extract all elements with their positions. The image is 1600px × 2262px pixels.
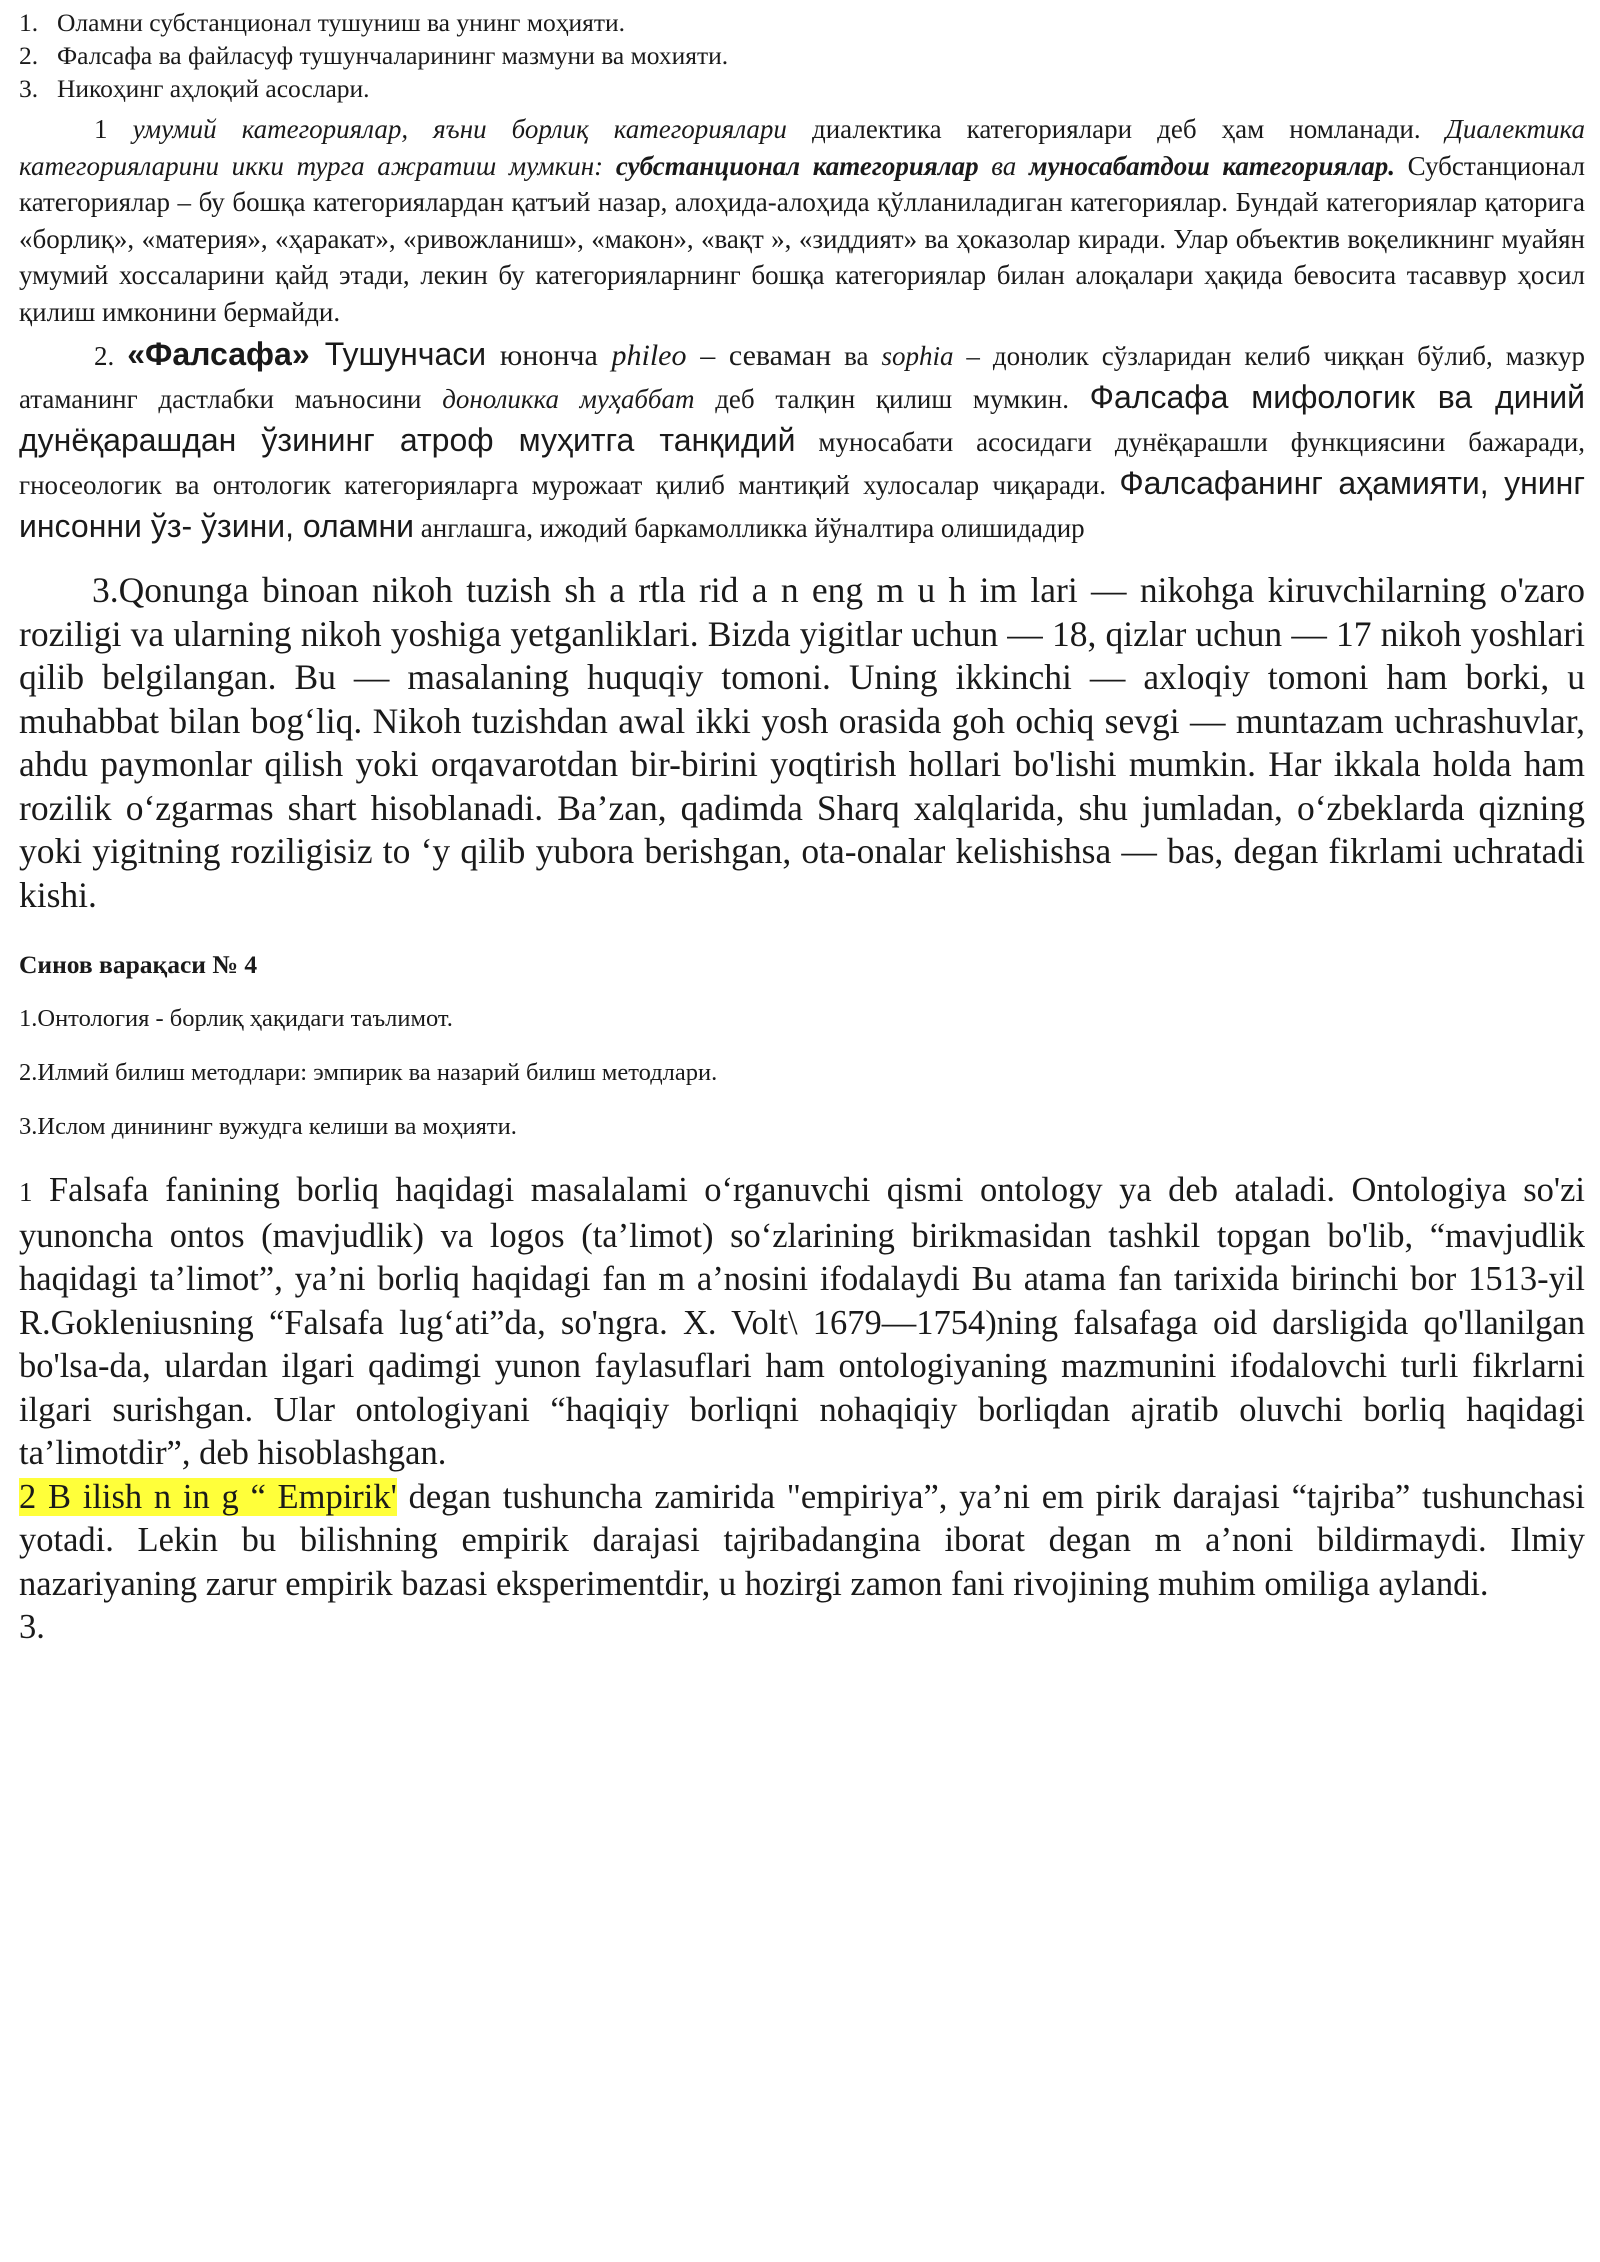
answer-paragraph-4: 1 Falsafa fanining borliq haqidagi masalalami o‘rganuvchi qismi ontology ya deb ataladi. Ontologiya so'zi yunoncha ontos (mavjudlik) va logos (ta’limot) so‘zlarining birikmasidan tashkil topgan bo'lib, “mavjudlik haqidagi ta’limot”, ya’ni borliq haqidagi fan m a’nosini ifodalaydi Bu atama fan tarixida birinchi bor 1513-yil R.Gokleniusning “Falsafa lug‘ati”da, so'ngra. X. Volt\ 1679—1754)ning falsafaga oid darsligida qo'llanilgan bo'lsa-da, ulardan ilgari qadimgi yunon faylasuflari ham ontologiyaning mazmunini ifodalovchi turli fikrlarni ilgari surishgan. Ular ontologiyani “haqiqiy borliqni nohaqiqiy borliqdan ajratib oluvchi borliq haqidagi ta’limotdir”, deb hisoblashgan. 2 B ilish n in g “ Empirik' degan tushuncha zamirida "empiriya”, ya’ni em pirik darajasi “tajriba” tushunchasi yotadi. Lekin bu bilishning empirik darajasi tajribadangina iborat degan m a’noni bildirmaydi. Ilmiy nazariyaning zarur empirik bazasi eksperimentdir, u hozirgi zamon fani rivojining muhim omiliga aylandi. <box>19 1171 1585 1603</box>
question-item: 1. Оламни субстанционал тушуниш ва унинг моҳияти. <box>19 8 626 37</box>
section-item: 1.Онтология - борлиқ ҳақидаги таълимот. <box>19 1005 453 1032</box>
highlighted-text: 2 B ilish n in g “ Empirik' <box>19 1477 397 1516</box>
section-item: 3.Ислом динининг вужудга келиши ва моҳияти. <box>19 1113 517 1140</box>
question-item: 3. Никоҳинг аҳлоқий асослари. <box>19 74 370 103</box>
trailing-number: 3. <box>19 1608 45 1646</box>
answer-paragraph-1: 1 умумий категориялар, яъни борлиқ категориялари диалектика категориялари деб ҳам номланади. Диалектика категорияларини икки турга ажратиш мумкин: субстанционал категориялар ва муносабатдош категориялар. Субстанционал категориялар – бу бошқа категориялардан қатъий назар, алоҳида-алоҳида қўлланиладиган категориялар. Бундай категориялар қаторига «борлиқ», «материя», «ҳаракат», «ривожланиш», «макон», «вақт », «зиддият» ва ҳоказолар киради. Улар объектив воқеликнинг муайян умумий хоссаларини қайд этади, лекин бу категорияларнинг бошқа категориялар билан алоқалари ҳақида бевосита тасаввур ҳосил қилиш имконини бермайди. <box>19 114 1586 327</box>
question-item: 2. Фалсафа ва файласуф тушунчаларининг мазмуни ва мохияти. <box>19 41 729 70</box>
answer-paragraph-3: 3.Qonunga binoan nikoh tuzish sh a rtla rid a n eng m u h im lari — nikohga kiruvchilarning o'zaro roziligi va ularning nikoh yoshiga yetganliklari. Bizda yigitlar uchun — 18, qizlar uchun — 17 nikoh yoshlari qilib belgilangan. Bu — masalaning huquqiy tomoni. Uning ikkinchi — axloqiy tomoni ham borki, u muhabbat bilan bog‘liq. Nikoh tuzishdan awal ikki yosh orasida goh ochiq sevgi — muntazam uchrashuvlar, ahdu paymonlar qilish yoki orqavarotdan bir-birini yoqtirish hollari bo'lishi mumkin. Har ikkala holda ham rozilik o‘zgarmas shart hisoblanadi. Ba’zan, qadimda Sharq xalqlarida, shu jumladan, o‘zbeklarda qizning yoki yigitning roziligisiz to ‘y qilib yubora berishgan, ota-onalar kelishishsa — bas, degan fikrlami uchratadi kishi. <box>19 570 1585 915</box>
document-page <box>19 6 1585 1650</box>
section-title: Синов варақаси № 4 <box>19 950 258 979</box>
answer-paragraph-2: 2. «Фалсафа» Тушунчаси юнонча phileo – севаман ва sophia – донолик сўзларидан келиб чиққан бўлиб, мазкур атаманинг дастлабки маъносини доноликка муҳаббат деб талқин қилиш мумкин. Фалсафа мифологик ва диний дунёқарашдан ўзининг атроф муҳитга танқидий муносабати асосидаги дунёқарашли функциясини бажаради, гносеологик ва онтологик категорияларга мурожаат қилиб мантиқий хулосалар чиқаради. Фалсафанинг аҳамияти, унинг инсонни ўз- ўзини, оламни англашга, ижодий баркамолликка йўналтира олишидадир <box>19 336 1586 544</box>
section-item: 2.Илмий билиш методлари: эмпирик ва назарий билиш методлари. <box>19 1059 718 1086</box>
question-list <box>19 6 1585 105</box>
